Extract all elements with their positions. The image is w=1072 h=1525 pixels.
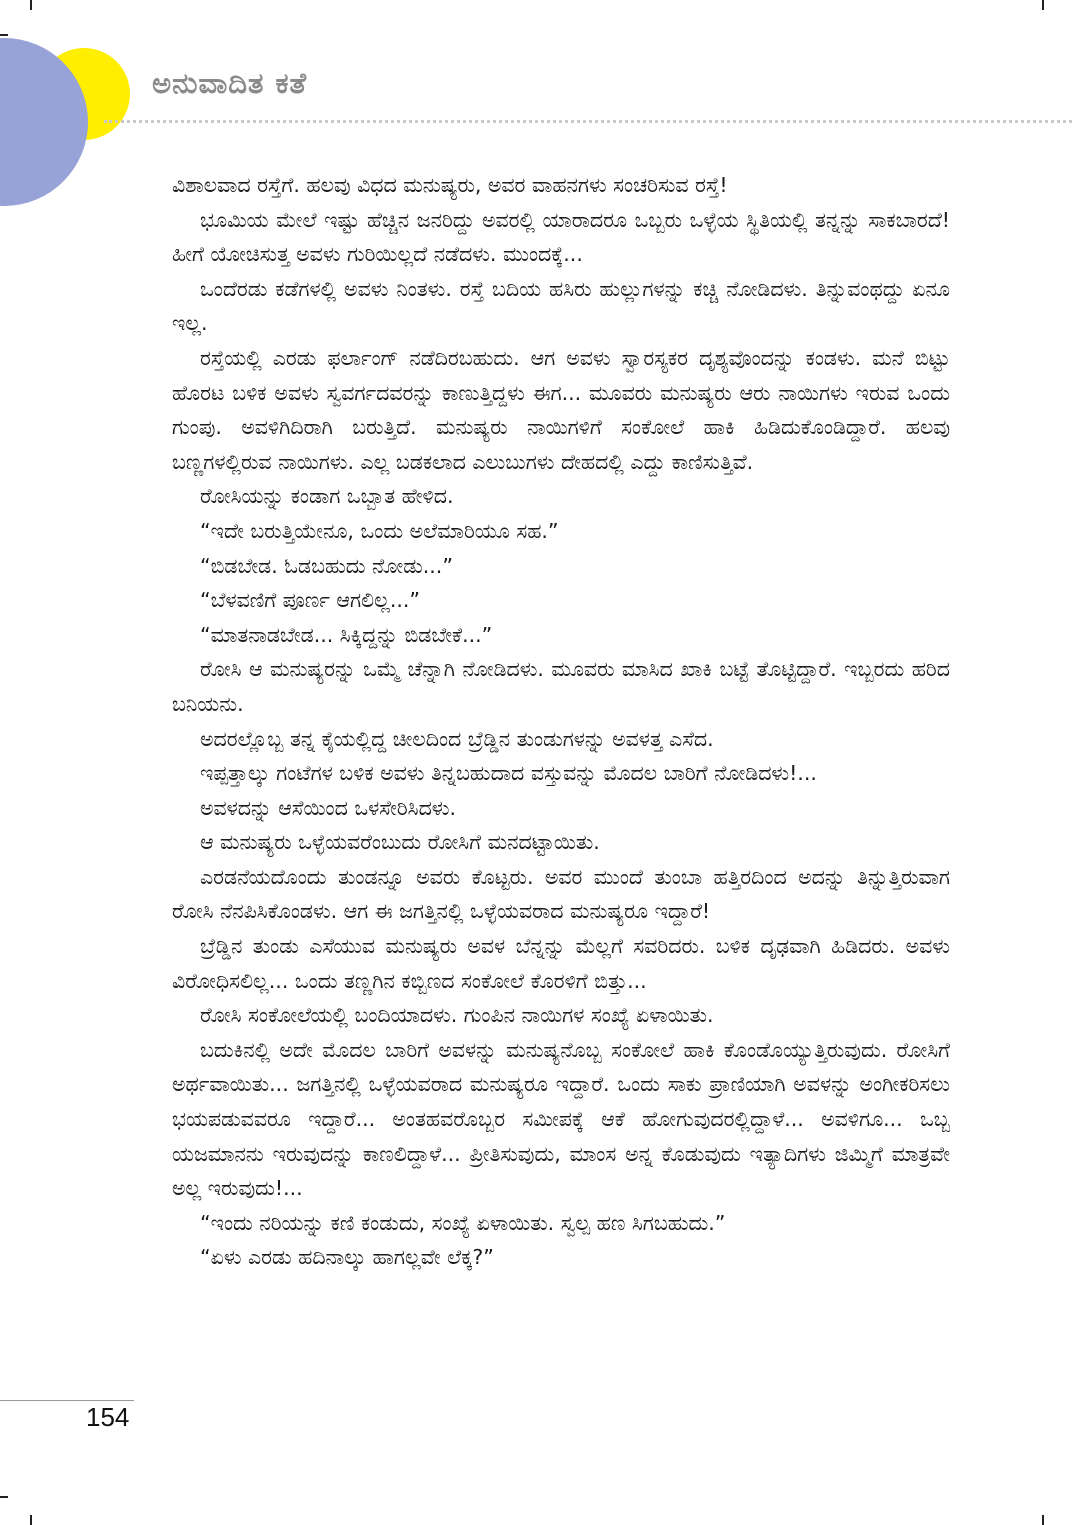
footer-rule (0, 1400, 134, 1401)
dialogue-line: “ಇದೇ ಬರುತ್ತಿಯೇನೂ, ಒಂದು ಅಲೆಮಾರಿಯೂ ಸಹ.” (200, 518, 559, 543)
paragraph: ರೋಸಿ ಸಂಕೋಲೆಯಲ್ಲಿ ಬಂದಿಯಾದಳು. ಗುಂಪಿನ ನಾಯಿಗಳ ಸಂಖ್ಯೆ ಏಳಾಯಿತು. (200, 1003, 714, 1028)
dialogue-line: “ಮಾತನಾಡಬೇಡ... ಸಿಕ್ಕಿದ್ದನ್ನು ಬಿಡಬೇಕೆ...” (200, 622, 493, 647)
crop-mark-left-lower (0, 1496, 8, 1498)
crop-mark-bottom-left (30, 1515, 32, 1525)
paragraph: ವಿಶಾಲವಾದ ರಸ್ತೆಗೆ. ಹಲವು ವಿಧದ ಮನುಷ್ಯರು, ಅವರ ವಾಹನಗಳು ಸಂಚರಿಸುವ ರಸ್ತೆ! (172, 173, 728, 197)
section-title: ಅನುವಾದಿತ ಕತೆ (152, 66, 308, 100)
paragraph: ಭೂಮಿಯ ಮೇಲೆ ಇಷ್ಟು ಹೆಚ್ಚಿನ ಜನರಿದ್ದು ಅವರಲ್ಲಿ ಯಾರಾದರೂ ಒಬ್ಬರು ಒಳ್ಳೆಯ ಸ್ಥಿತಿಯಲ್ಲಿ ತನ್ನನ್ನು ಸಾಕಬಾರದೆ! ಹೀಗೆ ಯೋಚಿಸುತ್ತ ಅವಳು ಗುರಿಯಿಲ್ಲದೆ ನಡೆದಳು. ಮುಂದಕ್ಕೆ... (172, 207, 950, 267)
paragraph: ಇಪ್ಪತ್ತಾಲ್ಕು ಗಂಟೆಗಳ ಬಳಿಕ ಅವಳು ತಿನ್ನಬಹುದಾದ ವಸ್ತುವನ್ನು ಮೊದಲ ಬಾರಿಗೆ ನೋಡಿದಳು!... (200, 761, 817, 786)
paragraph: ಆ ಮನುಷ್ಯರು ಒಳ್ಳೆಯವರೆಂಬುದು ರೋಸಿಗೆ ಮನದಟ್ಟಾಯಿತು. (200, 830, 600, 855)
story-body (172, 168, 950, 1275)
paragraph: ಬ್ರೆಡ್ಡಿನ ತುಂಡು ಎಸೆಯುವ ಮನುಷ್ಯರು ಅವಳ ಬೆನ್ನನ್ನು ಮೆಲ್ಲಗೆ ಸವರಿದರು. ಬಳಿಕ ದೃಢವಾಗಿ ಹಿಡಿದರು. ಅವಳು ವಿರೋಧಿಸಲಿಲ್ಲ... ಒಂದು ತಣ್ಣಗಿನ ಕಬ್ಬಿಣದ ಸಂಕೋಲೆ ಕೊರಳಿಗೆ ಬಿತ್ತು... (172, 934, 950, 993)
paragraph: ಅದರಲ್ಲೊಬ್ಬ ತನ್ನ ಕೈಯಲ್ಲಿದ್ದ ಚೀಲದಿಂದ ಬ್ರೆಡ್ಡಿನ ತುಂಡುಗಳನ್ನು ಅವಳತ್ತ ಎಸೆದ. (200, 726, 714, 751)
paragraph: ಅವಳದನ್ನು ಆಸೆಯಿಂದ ಒಳಸೇರಿಸಿದಳು. (200, 795, 456, 820)
paragraph: ಬದುಕಿನಲ್ಲಿ ಅದೇ ಮೊದಲ ಬಾರಿಗೆ ಅವಳನ್ನು ಮನುಷ್ಯನೊಬ್ಬ ಸಂಕೋಲೆ ಹಾಕಿ ಕೊಂಡೊಯ್ಯುತ್ತಿರುವುದು. ರೋಸಿಗೆ ಅರ್ಥವಾಯಿತು... ಜಗತ್ತಿನಲ್ಲಿ ಒಳ್ಳೆಯವರಾದ ಮನುಷ್ಯರೂ ಇದ್ದಾರೆ. ಒಂದು ಸಾಕು ಪ್ರಾಣಿಯಾಗಿ ಅವಳನ್ನು ಅಂಗೀಕರಿಸಲು ಭಯಪಡುವವರೂ ಇದ್ದಾರೆ... ಅಂತಹವರೊಬ್ಬರ ಸಮೀಪಕ್ಕೆ ಆಕೆ ಹೋಗುವುದರಲ್ಲಿದ್ದಾಳೆ... ಅವಳಿಗೂ... ಒಬ್ಬ ಯಜಮಾನನು ಇರುವುದನ್ನು ಕಾಣಲಿದ್ದಾಳೆ... ಪ್ರೀತಿಸುವುದು, ಮಾಂಸ ಅನ್ನ ಕೊಡುವುದು ಇತ್ಯಾದಿಗಳು ಜಿಮ್ಮಿಗೆ ಮಾತ್ರವೇ ಅಲ್ಲ ಇರುವುದು!... (172, 1037, 950, 1201)
dialogue-line: “ಇಂದು ನರಿಯನ್ನು ಕಣಿ ಕಂಡುದು, ಸಂಖ್ಯೆ ಏಳಾಯಿತು. ಸ್ವಲ್ಪ ಹಣ ಸಿಗಬಹುದು.” (200, 1210, 726, 1235)
header-decoration (0, 0, 130, 210)
crop-mark-bottom-right (1042, 1515, 1044, 1525)
dialogue-line: “ಬೆಳವಣಿಗೆ ಪೂರ್ಣ ಆಗಲಿಲ್ಲ...” (200, 588, 420, 613)
crop-mark-top-right (1042, 0, 1044, 10)
paragraph: ರೋಸಿಯನ್ನು ಕಂಡಾಗ ಒಬ್ಬಾತ ಹೇಳಿದ. (200, 484, 454, 509)
dialogue-line: “ಬಿಡಬೇಡ. ಓಡಬಹುದು ನೋಡು...” (200, 553, 453, 578)
paragraph: ರೋಸಿ ಆ ಮನುಷ್ಯರನ್ನು ಒಮ್ಮೆ ಚೆನ್ನಾಗಿ ನೋಡಿದಳು. ಮೂವರು ಮಾಸಿದ ಖಾಕಿ ಬಟ್ಟೆ ತೊಟ್ಟಿದ್ದಾರೆ. ಇಬ್ಬರದು ಹರಿದ ಬನಿಯನು. (172, 657, 950, 716)
paragraph: ರಸ್ತೆಯಲ್ಲಿ ಎರಡು ಫರ್ಲಾಂಗ್ ನಡೆದಿರಬಹುದು. ಆಗ ಅವಳು ಸ್ವಾರಸ್ಯಕರ ದೃಶ್ಯವೊಂದನ್ನು ಕಂಡಳು. ಮನೆ ಬಿಟ್ಟು ಹೊರಟ ಬಳಿಕ ಅವಳು ಸ್ವವರ್ಗದವರನ್ನು ಕಾಣುತ್ತಿದ್ದಳು ಈಗ... ಮೂವರು ಮನುಷ್ಯರು ಆರು ನಾಯಿಗಳು ಇರುವ ಒಂದು ಗುಂಪು. ಅವಳಿಗಿದಿರಾಗಿ ಬರುತ್ತಿದೆ. ಮನುಷ್ಯರು ನಾಯಿಗಳಿಗೆ ಸಂಕೋಲೆ ಹಾಕಿ ಹಿಡಿದುಕೊಂಡಿದ್ದಾರೆ. ಹಲವು ಬಣ್ಣಗಳಲ್ಲಿರುವ ನಾಯಿಗಳು. ಎಲ್ಲ ಬಡಕಲಾದ ಎಲುಬುಗಳು ದೇಹದಲ್ಲಿ ಎದ್ದು ಕಾಣಿಸುತ್ತಿವೆ. (172, 345, 950, 474)
page-number: 154 (86, 1402, 130, 1432)
paragraph: ಒಂದೆರಡು ಕಡೆಗಳಲ್ಲಿ ಅವಳು ನಿಂತಳು. ರಸ್ತೆ ಬದಿಯ ಹಸಿರು ಹುಲ್ಲುಗಳನ್ನು ಕಚ್ಚಿ ನೋಡಿದಳು. ತಿನ್ನುವಂಥದ್ದು ಏನೂ ಇಲ್ಲ. (172, 276, 950, 336)
header-dotted-rule (104, 120, 1072, 123)
dialogue-line: “ಏಳು ಎರಡು ಹದಿನಾಲ್ಕು ಹಾಗಲ್ಲವೇ ಲೆಕ್ಕ?” (200, 1245, 494, 1270)
paragraph: ಎರಡನೆಯದೊಂದು ತುಂಡನ್ನೂ ಅವರು ಕೊಟ್ಟರು. ಅವರ ಮುಂದೆ ತುಂಬಾ ಹತ್ತಿರದಿಂದ ಅದನ್ನು ತಿನ್ನುತ್ತಿರುವಾಗ ರೋಸಿ ನೆನಪಿಸಿಕೊಂಡಳು. ಆಗ ಈ ಜಗತ್ತಿನಲ್ಲಿ ಒಳ್ಳೆಯವರಾದ ಮನುಷ್ಯರೂ ಇದ್ದಾರೆ! (172, 864, 950, 924)
